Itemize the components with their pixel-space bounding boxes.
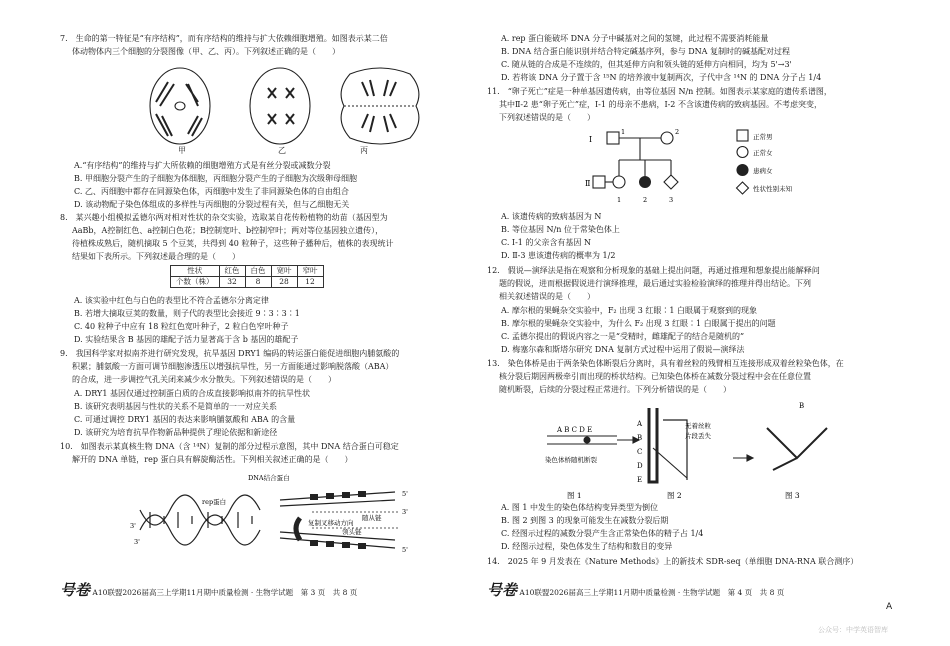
fragment-lost-label: 片段丢失 [685, 432, 711, 440]
q7-stem-line1: 7. 生命的第一特征是“有序结构”，而有序结构的维持与扩大依赖细胞增殖。如图表示某二倍 [60, 34, 388, 43]
label-3prime-left: 3' [130, 522, 136, 530]
seq-label: A B C D E [557, 426, 593, 434]
table-row [171, 266, 324, 277]
q9-stem-line2: 积累；脯氨酸一方面可调节细胞渗透压以增强抗旱性，另一方面能通过影响脱落酸（ABA） [72, 362, 394, 371]
table-cell: 12 [297, 277, 323, 288]
q9-option-c: C. 可通过调控 DRY1 基因的表达来影响脯氨酸和 ABA 的含量 [74, 415, 296, 424]
table-cell: 28 [271, 277, 297, 288]
num-i2: 2 [675, 128, 680, 136]
right-page [487, 0, 897, 646]
table-cell: 8 [245, 277, 271, 288]
table-row [171, 277, 324, 288]
q8-stem-line4: 结果如下表所示。下列叙述最合理的是（ ） [72, 252, 240, 261]
table-cell: 性状 [171, 266, 220, 277]
legend-affected-female: 患病女 [753, 167, 773, 175]
right-footer-text: A10联盟2026届高三上学期11月期中质量检测 · 生物学试题 第 4 页 共 8 页 [519, 588, 785, 597]
label-yi: 乙 [278, 146, 286, 155]
q10-dna-replication-figure [130, 470, 430, 578]
q10-option-b: B. DNA 结合蛋白能识别并结合特定碱基序列，参与 DNA 复制时的碱基配对过程 [501, 47, 790, 56]
q9-stem-line1: 9. 我国科学家对拟南芥进行研究发现，抗旱基因 DRY1 编码的转运蛋白能促进细胞内脯氨酸的 [60, 349, 400, 358]
left-footer-text: A10联盟2026届高三上学期11月期中质量检测 · 生物学试题 第 3 页 共 8 页 [92, 588, 358, 597]
no-centromere-label: 无着丝粒 [685, 422, 711, 430]
q8-option-a: A. 该实验中红色与白色的表型比不符合孟德尔分离定律 [74, 296, 269, 305]
q7-option-c: C. 乙、丙细胞中都存在同源染色体，丙细胞中发生了非同源染色体的自由组合 [74, 187, 349, 196]
table-cell: 宽叶 [271, 266, 297, 277]
fig2-letter-a: A [637, 420, 643, 428]
q13-stem-line3: 随机断裂，后续的分裂过程正常进行。下列分析错误的是（ ） [499, 385, 731, 394]
cell-jia [150, 68, 210, 144]
q13-option-d: D. 经图示过程，染色体发生了结构和数目的变异 [501, 542, 673, 551]
bridge-label: 染色体桥随机断裂 [545, 456, 597, 464]
label-5prime-top: 5' [402, 490, 408, 498]
q12-stem-line2: 题的假说，进而根据假说进行演绎推理，最后通过实验检验演绎的推理并得出结论。下列 [499, 279, 811, 288]
gen-i-label: Ⅰ [589, 135, 593, 144]
q12-option-b: B. 摩尔根的果蝇杂交实验中，为什么 F₂ 出现 3 红眼∶1 白眼属于提出的问题 [501, 319, 776, 328]
fig2-letter-b: B [637, 434, 643, 442]
q8-option-b: B. 若增大摘取豆荚的数量，则子代的表型比会接近 9∶3∶3∶1 [74, 309, 300, 318]
q13-stem-line2: 核分裂后期因两极牵引而出现的桥状结构。已知染色体桥在减数分裂过程中会在任意位置 [499, 372, 811, 381]
legend-normal-male: 正常男 [753, 133, 773, 141]
q13-option-c: C. 经图示过程的减数分裂产生含正常染色体的精子占 1/4 [501, 529, 704, 538]
q13-option-b: B. 图 2 到图 3 的现象可能发生在减数分裂后期 [501, 516, 669, 525]
q11-pedigree [587, 124, 867, 210]
label-bing: 丙 [360, 146, 368, 155]
label-5prime-bottom: 5' [402, 546, 408, 554]
logo: 号卷 [60, 581, 91, 599]
q7-cell-figure [140, 62, 420, 158]
q8-option-c: C. 40 粒种子中应有 18 粒红色宽叶种子，2 粒白色窄叶种子 [74, 322, 289, 331]
q9-option-d: D. 该研究为培育抗旱作物新品种提供了理论依据和新途径 [74, 428, 278, 437]
q11-stem-line2: 其中Ⅱ-2 患“卵子死亡”症，Ⅰ-1 的母亲不患病，Ⅰ-2 不含该遗传病的致病基因。不考虑突变， [499, 100, 822, 109]
fig2-caption: 图 2 [667, 491, 682, 500]
q14-stem-line1: 14. 2025 年 9 月发表在《Nature Methods》上的新技术 SDR-seq（单细胞 DNA-RNA 联合测序） [487, 557, 859, 566]
label-lagging: 随从链 [362, 514, 382, 522]
gen-ii-label: Ⅱ [585, 179, 591, 188]
fig2-letter-e: E [637, 476, 643, 484]
legend-unknown: 性状性别未知 [753, 185, 792, 193]
q13-chromosome-bridge-figure [537, 398, 877, 500]
label-3prime-right: 3' [402, 508, 408, 516]
q7-option-d: D. 该动物配子染色体组成的多样性与丙细胞的分裂过程有关，但与乙细胞无关 [74, 200, 350, 209]
q11-option-b: B. 等位基因 N/n 位于常染色体上 [501, 225, 620, 234]
table-cell: 红色 [219, 266, 245, 277]
q10-stem-line2: 解开的 DNA 单链，rep 蛋白具有解旋酶活性。下列相关叙述正确的是（ ） [72, 455, 353, 464]
legend-normal-female: 正常女 [753, 149, 773, 157]
table-cell: 32 [219, 277, 245, 288]
q12-option-a: A. 摩尔根的果蝇杂交实验中，F₂ 出现 3 红眼∶1 白眼属于观察到的现象 [501, 306, 757, 315]
q10-option-a: A. rep 蛋白能破坏 DNA 分子中碱基对之间的氢键，此过程不需要消耗能量 [501, 34, 769, 43]
label-jia: 甲 [178, 146, 186, 155]
q8-option-d: D. 实验结果含 B 基因的雄配子活力显著高于含 b 基因的雄配子 [74, 335, 299, 344]
fig2-letter-d: D [637, 462, 643, 470]
label-leading: 领头链 [342, 528, 362, 536]
q8-table [170, 265, 324, 288]
fig3-letter-b: B [799, 402, 805, 410]
table-cell: 白色 [245, 266, 271, 277]
right-footer [487, 581, 785, 600]
q9-option-b: B. 该研究表明基因与性状的关系不是简单的一一对应关系 [74, 402, 277, 411]
table-cell: 窄叶 [297, 266, 323, 277]
cell-yi [250, 68, 310, 144]
q9-option-a: A. DRY1 基因仅通过控制蛋白质的合成直接影响拟南芥的抗旱性状 [74, 389, 310, 398]
q11-option-d: D. Ⅱ-3 患该遗传病的概率为 1/2 [501, 251, 616, 260]
q11-stem-line1: 11. “卵子死亡”症是一种单基因遗传病，由等位基因 N/n 控制。如图表示某家庭的遗传系谱图， [487, 87, 832, 96]
q7-option-a: A.“有序结构”的维持与扩大所依赖的细胞增殖方式是有丝分裂或减数分裂 [74, 161, 331, 170]
q10-stem-line1: 10. 如图表示某真核生物 DNA（含 ¹⁴N）复制的部分过程示意图，其中 DNA 结合蛋白可稳定 [60, 442, 399, 451]
label-rep: rep蛋白 [202, 498, 227, 506]
q12-option-d: D. 梅塞尔森和斯塔尔研究 DNA 复制方式过程中运用了假说—演绎法 [501, 345, 745, 354]
fig1-caption: 图 1 [567, 491, 582, 500]
q8-stem-line1: 8. 某兴趣小组模拟孟德尔两对相对性状的杂交实验，选取某自花传粉植物的幼苗（基因型为 [60, 213, 388, 222]
num-ii3: 3 [669, 196, 674, 204]
left-page [60, 0, 470, 646]
label-3prime-left2: 3' [134, 538, 140, 546]
label-dna-binding: DNA结合蛋白 [248, 474, 290, 482]
q7-stem-line2: 体动物体内三个细胞的分裂图像（甲、乙、丙）。下列叙述正确的是（ ） [72, 47, 340, 56]
q12-stem-line1: 12. 假说—演绎法是指在观察和分析现象的基础上提出问题，再通过推理和想象提出能解释问 [487, 266, 820, 275]
fig2-letter-c: C [637, 448, 643, 456]
q13-option-a: A. 图 1 中发生的染色体结构变异类型为倒位 [501, 503, 659, 512]
q7-option-b: B. 甲细胞分裂产生的子细胞为体细胞，丙细胞分裂产生的子细胞为次级卵母细胞 [74, 174, 357, 183]
q12-option-c: C. 孟德尔提出的假说内容之一是“受精时，雌雄配子的结合是随机的” [501, 332, 745, 341]
watermark: 公众号：中学英语智库 [818, 626, 888, 634]
left-footer [60, 581, 358, 600]
q8-stem-line2: AaBb，A控制红色、a控制白色花；B控制宽叶、b控制窄叶；两对等位基因独立遗传）， [72, 226, 384, 235]
q13-stem-line1: 13. 染色体桥是由于两条染色体断裂后分离时，具有着丝粒的残臂相互连接形成双着丝粒染色体，在 [487, 359, 844, 368]
q12-stem-line3: 相关叙述错误的是（ ） [499, 292, 595, 301]
q10-option-d: D. 若将该 DNA 分子置于含 ¹⁵N 的培养液中复制两次，子代中含 ¹⁴N 的 DNA 分子占 1/4 [501, 73, 822, 82]
q8-stem-line3: 待植株成熟后，随机摘取 5 个豆荚，共得到 40 粒种子，这些种子播种后，植株的表现统计 [72, 239, 394, 248]
fig3-caption: 图 3 [785, 491, 800, 500]
q11-stem-line3: 下列叙述错误的是（ ） [499, 113, 595, 122]
num-ii2: 2 [643, 196, 648, 204]
q11-option-c: C. Ⅰ-1 的父亲含有基因 N [501, 238, 591, 247]
table-cell: 个数（株） [171, 277, 220, 288]
q10-option-c: C. 随从链的合成是不连续的，但其延伸方向和领头链的延伸方向相同，均为 5'→3' [501, 60, 792, 69]
num-ii1: 1 [617, 196, 622, 204]
corner-mark: A [886, 602, 893, 612]
label-fork: 复制叉移动方向 [308, 519, 354, 527]
cell-bing [341, 68, 419, 144]
q11-option-a: A. 该遗传病的致病基因为 N [501, 212, 602, 221]
num-i1: 1 [621, 128, 626, 136]
q9-stem-line3: 的合成，进一步调控气孔关闭来减少水分散失。下列叙述错误的是（ ） [72, 375, 336, 384]
logo: 号卷 [487, 581, 518, 599]
